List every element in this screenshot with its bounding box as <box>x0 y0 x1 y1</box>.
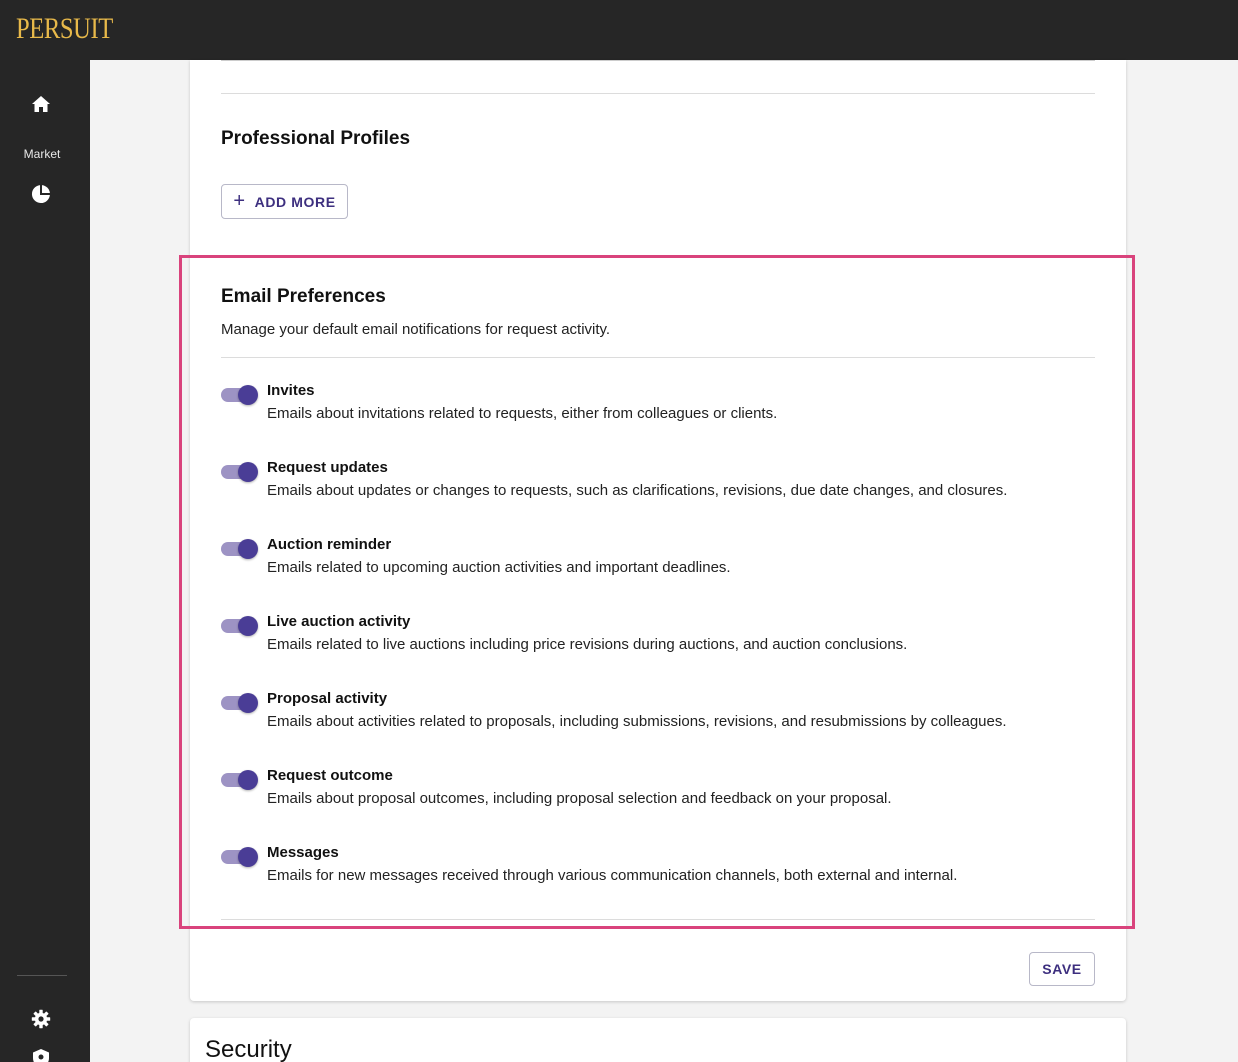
home-icon[interactable] <box>29 92 53 116</box>
pref-live-auction-activity <box>221 613 1101 663</box>
save-button[interactable]: SAVE <box>1029 952 1095 986</box>
pref-title: Live auction activity <box>267 613 411 630</box>
security-card <box>190 1018 1126 1062</box>
pref-description: Emails related to live auctions including price revisions during auctions, and auction conclusions. <box>267 636 908 653</box>
security-title: Security <box>205 1036 292 1062</box>
persuit-logo[interactable]: PERSUIT <box>16 12 113 45</box>
pref-invites <box>221 382 1101 432</box>
proposal-activity-toggle[interactable] <box>221 692 259 714</box>
pref-auction-reminder <box>221 536 1101 586</box>
live-auction-activity-toggle[interactable] <box>221 615 259 637</box>
pref-messages <box>221 844 1101 894</box>
pref-title: Auction reminder <box>267 536 392 553</box>
request-updates-toggle[interactable] <box>221 461 259 483</box>
professional-profiles-title: Professional Profiles <box>221 128 411 149</box>
top-bar <box>0 0 1238 60</box>
pref-title: Messages <box>267 844 339 861</box>
shield-icon[interactable] <box>29 1048 53 1062</box>
invites-toggle[interactable] <box>221 384 259 406</box>
plus-icon: + <box>233 189 246 212</box>
add-more-button[interactable] <box>221 184 348 219</box>
sidebar-divider <box>17 975 67 976</box>
pref-title: Request outcome <box>267 767 393 784</box>
auction-reminder-toggle[interactable] <box>221 538 259 560</box>
gear-icon[interactable] <box>29 1007 53 1031</box>
sidebar <box>0 60 90 1062</box>
messages-toggle[interactable] <box>221 846 259 868</box>
pref-proposal-activity <box>221 690 1101 740</box>
pref-description: Emails about updates or changes to requests, such as clarifications, revisions, due date changes, and closures. <box>267 482 1008 499</box>
pref-description: Emails about invitations related to requests, either from colleagues or clients. <box>267 405 778 422</box>
pref-request-outcome <box>221 767 1101 817</box>
pref-title: Invites <box>267 382 315 399</box>
pref-description: Emails for new messages received through various communication channels, both external and internal. <box>267 867 958 884</box>
pref-request-updates <box>221 459 1101 509</box>
pref-description: Emails about activities related to proposals, including submissions, revisions, and resubmissions by colleagues. <box>267 713 1007 730</box>
divider <box>221 60 1095 61</box>
divider <box>221 93 1095 94</box>
profile-settings-card <box>190 60 1126 1001</box>
pref-title: Request updates <box>267 459 388 476</box>
email-preferences-title: Email Preferences <box>221 286 386 307</box>
pref-description: Emails about proposal outcomes, including proposal selection and feedback on your proposal. <box>267 790 892 807</box>
pie-chart-icon[interactable] <box>29 182 53 206</box>
pref-description: Emails related to upcoming auction activities and important deadlines. <box>267 559 731 576</box>
sidebar-item-market-label[interactable]: Market <box>23 147 61 161</box>
email-preferences-description: Manage your default email notifications for request activity. <box>221 321 611 338</box>
pref-title: Proposal activity <box>267 690 388 707</box>
divider <box>221 357 1095 358</box>
request-outcome-toggle[interactable] <box>221 769 259 791</box>
divider <box>221 919 1095 920</box>
add-more-label: ADD MORE <box>254 193 336 210</box>
